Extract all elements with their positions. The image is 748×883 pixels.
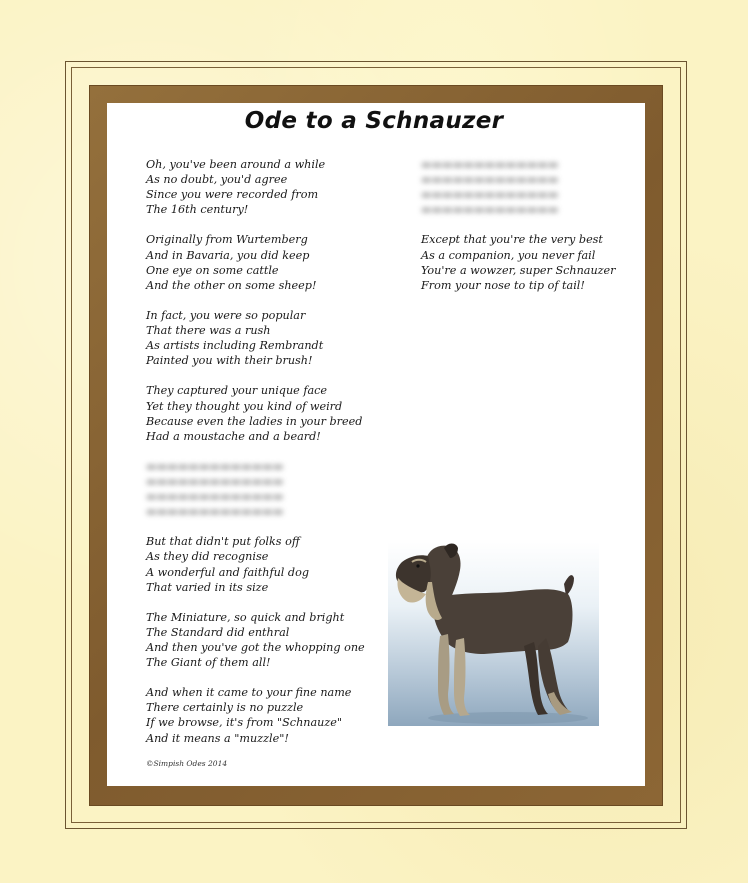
schnauzer-photo (388, 542, 599, 726)
poem-line: Originally from Wurtemberg (146, 233, 308, 247)
copyright-notice: ©Simpish Odes 2014 (146, 759, 228, 768)
poem-stanza (146, 610, 376, 670)
poem-title: Ode to a Schnauzer (244, 108, 504, 134)
redacted-line: ▬▬▬▬▬▬▬▬▬▬▬▬▬ (421, 188, 559, 202)
poem-stanza (421, 232, 636, 292)
redacted-line: ▬▬▬▬▬▬▬▬▬▬▬▬▬ (146, 490, 284, 504)
poem-line: If we browse, it's from "Schnauze" (146, 716, 343, 730)
poem-line: As no doubt, you'd agree (146, 173, 288, 187)
poem-line: In fact, you were so popular (146, 308, 306, 322)
redacted-line: ▬▬▬▬▬▬▬▬▬▬▬▬▬ (146, 474, 284, 488)
redacted-stanza (146, 459, 376, 519)
poem-line: You're a wowzer, super Schnauzer (421, 263, 616, 277)
schnauzer-dog-icon (388, 542, 599, 726)
poem-right-column (421, 157, 636, 308)
poem-line: But that didn't put folks off (146, 535, 300, 549)
poem-line: One eye on some cattle (146, 263, 279, 277)
poem-line: That varied in its size (146, 580, 269, 594)
poem-stanza (146, 534, 376, 594)
poem-line: As artists including Rembrandt (146, 339, 324, 353)
redacted-line: ▬▬▬▬▬▬▬▬▬▬▬▬▬ (146, 459, 284, 473)
poem-stanza (146, 232, 376, 292)
redacted-line: ▬▬▬▬▬▬▬▬▬▬▬▬▬ (421, 203, 559, 217)
poem-line: They captured your unique face (146, 384, 328, 398)
poem-stanza (146, 308, 376, 368)
poem-stanza (146, 383, 376, 443)
redacted-stanza (421, 157, 636, 217)
poem-line: And then you've got the whopping one (146, 641, 365, 654)
poem-line: And in Bavaria, you did keep (146, 248, 310, 262)
poem-line: The Giant of them all! (146, 656, 271, 670)
poem-line: Had a moustache and a beard! (146, 429, 321, 443)
poem-line: Painted you with their brush! (146, 354, 313, 368)
redacted-line: ▬▬▬▬▬▬▬▬▬▬▬▬▬ (421, 158, 559, 171)
poem-line: Because even the ladies in your breed (146, 414, 363, 428)
poem-line: There certainly is no puzzle (146, 701, 304, 715)
poem-line: And it means a "muzzle"! (146, 731, 289, 745)
poem-line: Oh, you've been around a while (146, 158, 326, 171)
poem-line: The 16th century! (146, 203, 249, 217)
poem-line: Since you were recorded from (146, 188, 319, 202)
poem-line: And when it came to your fine name (146, 686, 352, 700)
poem-stanza (146, 157, 376, 217)
poem-line: The Miniature, so quick and bright (146, 610, 345, 624)
poem-line: As they did recognise (146, 550, 269, 564)
poem-line: A wonderful and faithful dog (146, 565, 309, 579)
poem-line: Yet they thought you kind of weird (146, 399, 343, 413)
poem-line: From your nose to tip of tail! (421, 278, 585, 292)
redacted-line: ▬▬▬▬▬▬▬▬▬▬▬▬▬ (421, 173, 559, 187)
poem-stanza (146, 685, 376, 745)
poem-left-column (146, 157, 376, 761)
poem-line: That there was a rush (146, 324, 271, 338)
redacted-line: ▬▬▬▬▬▬▬▬▬▬▬▬▬ (146, 505, 284, 519)
poem-line: As a companion, you never fail (421, 248, 596, 262)
poem-line: The Standard did enthral (146, 625, 290, 639)
poem-line: And the other on some sheep! (146, 278, 317, 292)
poem-line: Except that you're the very best (421, 233, 603, 247)
